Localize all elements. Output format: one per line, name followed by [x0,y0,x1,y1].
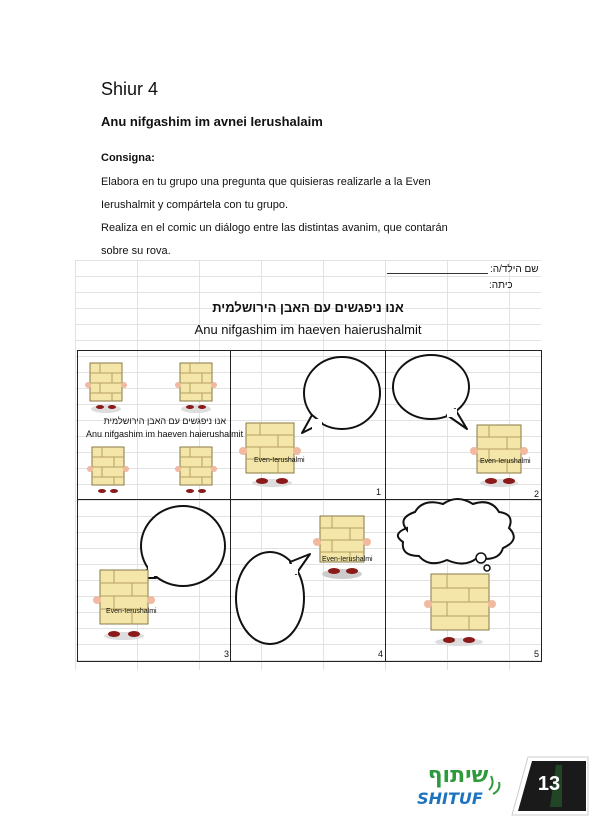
panel-number-4: 4 [378,649,384,659]
stone-caption: Even-Ierushalmi [254,457,305,464]
stone-caption: Even-Ierushalmi [480,458,531,465]
comic-panel-5 [385,500,541,661]
worksheet-title-latin: Anu nifgashim im haeven haierushalmit [194,322,422,337]
consigna-label: Consigna: [101,152,155,164]
class-label: כיתה: [489,280,513,291]
comic-grid [77,350,542,662]
comic-panel-1 [230,351,385,499]
panel-number-2: 2 [534,489,540,499]
stone-character-icon [313,516,371,579]
panel-number-3: 3 [224,649,230,659]
panel-caption-latin: Anu nifgashim im haeven haierushalmit [86,429,244,439]
instruction-line-2: Ierushalmit y compártela con tu grupo. [101,199,289,211]
panel-number-1: 1 [376,487,382,497]
stone-character-icon [470,425,528,487]
page-title: Shiur 4 [101,79,159,99]
comic-worksheet [75,260,541,670]
stone-character-icon [175,363,217,413]
stone-character-icon [239,423,301,487]
name-underline [387,273,488,274]
svg-text:שיתוף: שיתוף [427,763,489,788]
stone-character-icon [424,574,496,646]
panel-caption-hebrew: אנו ניפגשים עם האבן הירושלמית [103,416,226,426]
panel-number-5: 5 [534,649,540,659]
stone-character-icon [93,570,155,640]
student-name-label: שם הילד/ה: [490,264,539,275]
comic-panel-3 [78,500,230,661]
stone-character-icon [175,447,217,493]
lesson-subtitle: Anu nifgashim im avnei Ierushalaim [101,114,323,129]
shituf-logo [403,760,513,810]
svg-text:SHITUF: SHITUF [417,789,483,808]
stone-character-icon [85,363,127,413]
page-number: 13 [537,773,561,795]
instruction-line-1: Elabora en tu grupo una pregunta que quisieras realizarle a la Even [101,176,431,188]
comic-panel-2 [385,351,541,499]
worksheet-title-hebrew: אנו ניפגשים עם האבן הירושלמית [212,300,404,315]
stone-caption: Even-Ierushalmi [106,608,157,615]
stone-character-icon [87,447,129,493]
comic-panel-4 [230,500,385,661]
stone-caption: Even-Ierushalmi [322,556,373,563]
instruction-line-3: Realiza en el comic un diálogo entre las distintas avanim, que contarán [101,222,448,234]
shituf-logo-icon [403,760,513,810]
instruction-line-4: sobre su rova. [101,245,171,257]
